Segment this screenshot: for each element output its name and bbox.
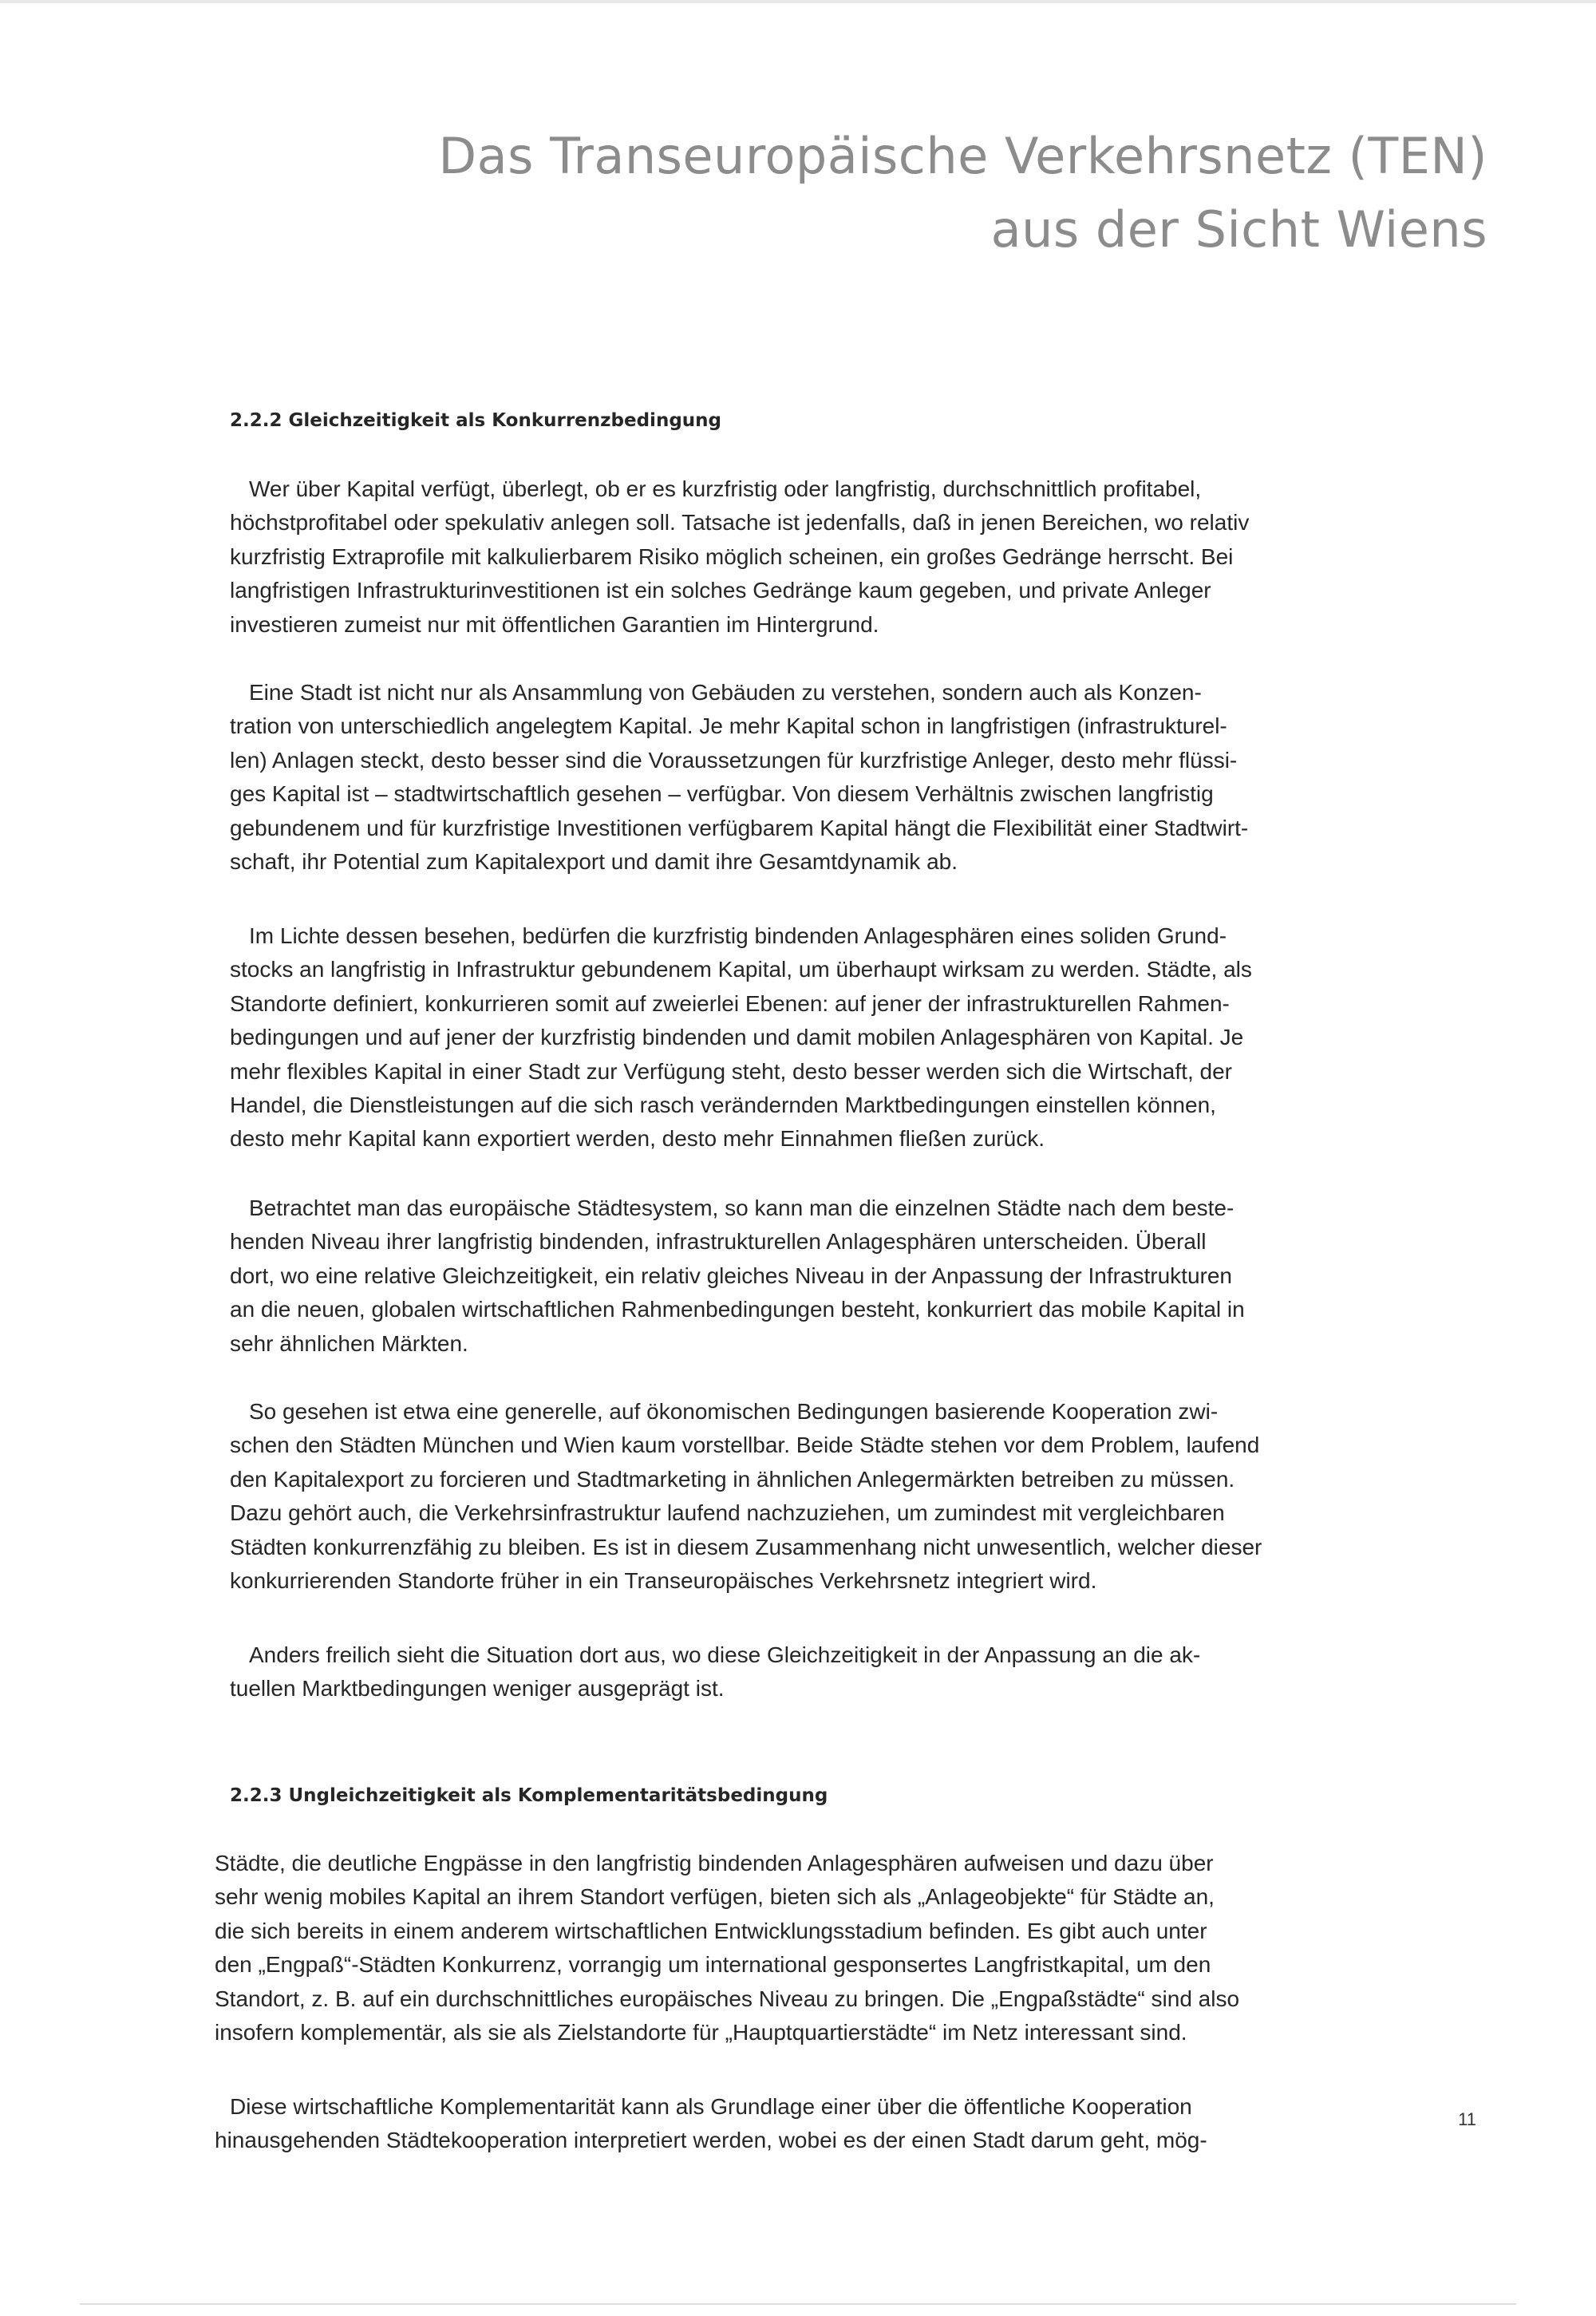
text-line: gebundenem und für kurzfristige Investitionen verfügbarem Kapital hängt die Flexibilität einer Stadtwirt- [230, 815, 1249, 840]
text-line: hinausgehenden Städtekooperation interpretiert werden, wobei es der einen Stadt darum geht, mög- [215, 2128, 1207, 2153]
text-line: tuellen Marktbedingungen weniger ausgeprägt ist. [230, 1676, 725, 1701]
text-line: die sich bereits in einem anderem wirtschaftlichen Entwicklungsstadium befinden. Es gibt auch unter [215, 1918, 1207, 1943]
page-top-edge [0, 0, 1596, 3]
text-line: den „Engpaß“-Städten Konkurrenz, vorrangig um international gesponsertes Langfristkapital, um den [215, 1952, 1211, 1978]
text-line: sehr ähnlichen Märkten. [230, 1330, 468, 1356]
text-line: Im Lichte dessen besehen, bedürfen die kurzfristig bindenden Anlagesphären eines soliden Grund- [249, 923, 1227, 948]
text-line: langfristigen Infrastrukturinvestitionen ist ein solches Gedränge kaum gegeben, und private Anleger [230, 578, 1211, 603]
paragraph [230, 472, 1259, 642]
paragraph [215, 1847, 1259, 2049]
text-line: Wer über Kapital verfügt, überlegt, ob er es kurzfristig oder langfristig, durchschnittlich profitabel, [249, 476, 1202, 501]
text-line: schen den Städten München und Wien kaum vorstellbar. Beide Städte stehen vor dem Problem, laufend [230, 1433, 1260, 1458]
page-title-line-1: Das Transeuropäische Verkehrsnetz (TEN) [438, 127, 1487, 185]
text-line: desto mehr Kapital kann exportiert werden, desto mehr Einnahmen fließen zurück. [230, 1126, 1045, 1152]
text-line: höchstprofitabel oder spekulativ anlegen soll. Tatsache ist jedenfalls, daß in jenen Bereichen, wo relativ [230, 510, 1250, 536]
text-line: Standort, z. B. auf ein durchschnittliches europäisches Niveau zu bringen. Die „Engpaßstädte“ sind also [215, 1986, 1240, 2011]
paragraph [230, 1192, 1259, 1361]
text-line: Städte, die deutliche Engpässe in den langfristig bindenden Anlagesphären aufweisen und dazu über [215, 1851, 1214, 1875]
text-line: Handel, die Dienstleistungen auf die sich rasch verändernden Marktbedingungen einstellen können, [230, 1093, 1216, 1118]
text-line: Betrachtet man das europäische Städtesystem, so kann man die einzelnen Städte nach dem beste- [249, 1196, 1235, 1220]
paragraph [230, 1395, 1262, 1598]
text-line: investieren zumeist nur mit öffentlichen Garantien im Hintergrund. [230, 611, 879, 637]
section-heading: 2.2.3 Ungleichzeitigkeit als Komplementaritätsbedingung [230, 1785, 828, 1806]
text-line: bedingungen und auf jener der kurzfristig bindenden und damit mobilen Anlagesphären von Kapital. Je [230, 1025, 1244, 1050]
text-line: Diese wirtschaftliche Komplementarität kann als Grundlage einer über die öffentliche Kooperation [230, 2094, 1192, 2119]
text-line: henden Niveau ihrer langfristig bindenden, infrastrukturellen Anlagesphären unterscheiden. Überall [230, 1229, 1207, 1255]
text-line: den Kapitalexport zu forcieren und Stadtmarketing in ähnlichen Anlegermärkten betreiben zu müssen. [230, 1466, 1235, 1492]
page-title-line-2: aus der Sicht Wiens [990, 200, 1487, 259]
text-line: schaft, ihr Potential zum Kapitalexport und damit ihre Gesamtdynamik ab. [230, 849, 958, 875]
paragraph [230, 676, 1259, 879]
paragraph [230, 919, 1259, 1156]
text-line: kurzfristig Extraprofile mit kalkulierbarem Risiko möglich scheinen, ein großes Gedränge herrscht. Bei [230, 543, 1234, 569]
text-line: Dazu gehört auch, die Verkehrsinfrastruktur laufend nachzuziehen, um zumindest mit vergleichbaren [230, 1500, 1225, 1526]
text-line: konkurrierenden Standorte früher in ein Transeuropäisches Verkehrsnetz integriert wird. [230, 1568, 1097, 1594]
text-line: insofern komplementär, als sie als Zielstandorte für „Hauptquartierstädte“ im Netz interessant sind. [215, 2020, 1187, 2045]
page-number: 11 [1458, 2109, 1476, 2129]
text-line: mehr flexibles Kapital in einer Stadt zur Verfügung steht, desto besser werden sich die Wirtschaft, der [230, 1058, 1232, 1084]
text-line: Städten konkurrenzfähig zu bleiben. Es ist in diesem Zusammenhang nicht unwesentlich, welcher dieser [230, 1534, 1262, 1559]
text-line: Anders freilich sieht die Situation dort aus, wo diese Gleichzeitigkeit in der Anpassung an die ak- [249, 1642, 1201, 1667]
paragraph [230, 1638, 1259, 1706]
text-line: So gesehen ist etwa eine generelle, auf ökonomischen Bedingungen basierende Kooperation zwi- [249, 1399, 1219, 1424]
text-line: dort, wo eine relative Gleichzeitigkeit, ein relativ gleiches Niveau in der Anpassung der Infrastrukturen [230, 1263, 1232, 1288]
text-line: tration von unterschiedlich angelegtem Kapital. Je mehr Kapital schon in langfristigen (infrastrukturel- [230, 713, 1227, 739]
text-line: ges Kapital ist – stadtwirtschaftlich gesehen – verfügbar. Von diesem Verhältnis zwischen langfristig [230, 781, 1214, 807]
text-line: Standorte definiert, konkurrieren somit auf zweierlei Ebenen: auf jener der infrastrukturellen Rahmen- [230, 990, 1230, 1016]
page-title [438, 120, 1487, 267]
text-line: Eine Stadt ist nicht nur als Ansammlung von Gebäuden zu verstehen, sondern auch als Konzen- [249, 680, 1202, 705]
text-line: sehr wenig mobiles Kapital an ihrem Standort verfügen, bieten sich als „Anlageobjekte“ für Städte an, [215, 1884, 1215, 1910]
text-line: len) Anlagen steckt, desto besser sind die Voraussetzungen für kurzfristige Anleger, desto mehr flüssi- [230, 747, 1238, 773]
page-bottom-edge [80, 2303, 1516, 2305]
text-line: an die neuen, globalen wirtschaftlichen Rahmenbedingungen besteht, konkurriert das mobile Kapital in [230, 1297, 1245, 1322]
paragraph [215, 2090, 1259, 2158]
text-line: stocks an langfristig in Infrastruktur gebundenem Kapital, um überhaupt wirksam zu werden. Städte, als [230, 957, 1252, 982]
section-heading: 2.2.2 Gleichzeitigkeit als Konkurrenzbedingung [230, 410, 721, 431]
